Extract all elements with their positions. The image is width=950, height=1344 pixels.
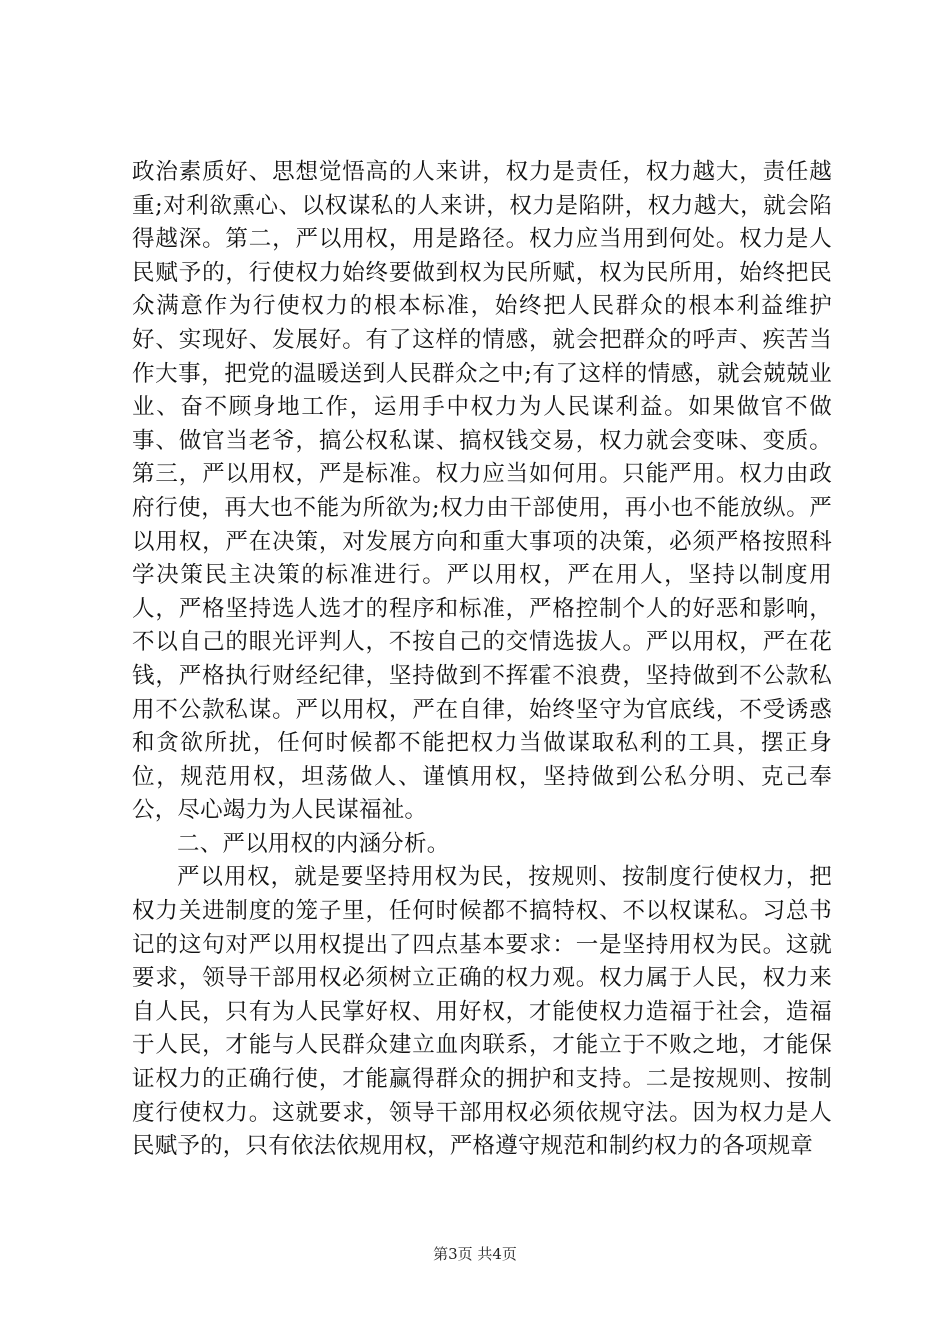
section-heading-2: 二、严以用权的内涵分析。 [177, 830, 450, 857]
document-body [132, 156, 832, 1164]
page-footer: 第3页 共4页 [433, 1245, 517, 1263]
paragraph-1: 政治素质好、思想觉悟高的人来讲，权力是责任，权力越大，责任越重;对利欲熏心、以权谋私的人来讲，权力是陷阱，权力越大，就会陷得越深。第二，严以用权，用是路径。权力应当用到何处。权力是人民赋予的，行使权力始终要做到权为民所赋，权为民所用，始终把民众满意作为行使权力的根本标准，始终把人民群众的根本利益维护好、实现好、发展好。有了这样的情感，就会把群众的呼声、疾苦当作大事，把党的温暖送到人民群众之中;有了这样的情感，就会兢兢业业、奋不顾身地工作，运用手中权力为人民谋利益。如果做官不做事、做官当老爷，搞公权私谋、搞权钱交易，权力就会变味、变质。第三，严以用权，严是标准。权力应当如何用。只能严用。权力由政府行使，再大也不能为所欲为;权力由干部使用，再小也不能放纵。严以用权，严在决策，对发展方向和重大事项的决策，必须严格按照科学决策民主决策的标准进行。严以用权，严在用人，坚持以制度用人，严格坚持选人选才的程序和标准，严格控制个人的好恶和影响，不以自己的眼光评判人，不按自己的交情选拔人。严以用权，严在花钱，严格执行财经纪律，坚持做到不挥霍不浪费，坚持做到不公款私用不公款私谋。严以用权，严在自律，始终坚守为官底线，不受诱惑和贪欲所扰，任何时候都不能把权力当做谋取私利的工具，摆正身位，规范用权，坦荡做人、谨慎用权，坚持做到公私分明、克己奉公，尽心竭力为人民谋福祉。 [132, 159, 832, 824]
paragraph-3: 严以用权，就是要坚持用权为民，按规则、按制度行使权力，把权力关进制度的笼子里，任何时候都不搞特权、不以权谋私。习总书记的这句对严以用权提出了四点基本要求：一是坚持用权为民。这就要求，领导干部用权必须树立正确的权力观。权力属于人民，权力来自人民，只有为人民掌好权、用好权，才能使权力造福于社会，造福于人民，才能与人民群众建立血肉联系，才能立于不败之地，才能保证权力的正确行使，才能赢得群众的拥护和支持。二是按规则、按制度行使权力。这就要求，领导干部用权必须依规守法。因为权力是人民赋予的，只有依法依规用权，严格遵守规范和制约权力的各项规章 [132, 864, 832, 1160]
